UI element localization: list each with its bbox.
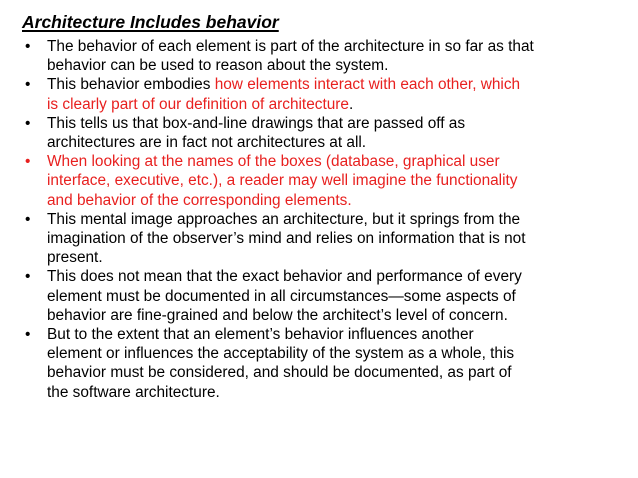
- bullet-2-suffix: .: [348, 95, 354, 113]
- bullet-7-line-2: element or influences the acceptability of the system as a whole, this: [47, 345, 515, 363]
- bullet-1-line-2: behavior can be used to reason about the system.: [47, 57, 389, 75]
- bullet-item-2: [22, 75, 632, 113]
- bullet-2-line-2: [47, 95, 632, 114]
- bullet-5-line-2: imagination of the observer’s mind and relies on information that is not: [47, 230, 526, 248]
- bullet-5-line-1: This mental image approaches an architecture, but it springs from the: [47, 210, 521, 228]
- bullet-6-line-3: behavior are fine-grained and below the architect’s level of concern.: [47, 306, 508, 324]
- slide-title: Architecture Includes behavior: [22, 12, 279, 32]
- bullet-3-line-1: This tells us that box-and-line drawings that are passed off as: [47, 114, 466, 132]
- bullet-4-line-3: and behavior of the corresponding elements.: [47, 191, 352, 209]
- bullet-2-line-1: [47, 75, 632, 94]
- bullet-dot: •: [25, 326, 31, 344]
- bullet-6-line-2: element must be documented in all circumstances—some aspects of: [47, 287, 516, 305]
- bullet-dot: •: [25, 76, 31, 94]
- bullet-item-1: [22, 37, 632, 75]
- bullet-item-7: [22, 325, 632, 402]
- bullet-dot: •: [25, 268, 31, 286]
- bullet-item-3: [22, 114, 632, 152]
- bullet-item-5: [22, 210, 632, 268]
- bullet-item-4: [22, 152, 632, 210]
- bullet-dot: •: [25, 38, 31, 55]
- bullet-7-line-3: behavior must be considered, and should be documented, as part of: [47, 364, 512, 382]
- bullet-list: [22, 37, 632, 402]
- bullet-3-line-2: architectures are in fact not architectures at all.: [47, 134, 367, 152]
- bullet-7-line-1: But to the extent that an element’s behavior influences another: [47, 326, 474, 344]
- bullet-7-line-4: the software architecture.: [47, 383, 220, 401]
- bullet-5-line-3: present.: [47, 249, 103, 267]
- bullet-dot: •: [25, 114, 31, 132]
- bullet-dot: •: [25, 210, 31, 228]
- bullet-1-line-1: The behavior of each element is part of the architecture in so far as that: [47, 38, 534, 55]
- bullet-2-highlight-2: is clearly part of our definition of architecture: [47, 95, 349, 113]
- bullet-item-6: [22, 267, 632, 325]
- bullet-dot: •: [25, 153, 31, 171]
- bullet-4-line-1: When looking at the names of the boxes (database, graphical user: [47, 153, 500, 171]
- bullet-2-prefix: This behavior embodies: [47, 76, 215, 94]
- bullet-6-line-1: This does not mean that the exact behavior and performance of every: [47, 268, 522, 286]
- bullet-2-highlight-1: how elements interact with each other, which: [214, 76, 521, 94]
- bullet-4-line-2: interface, executive, etc.), a reader may well imagine the functionality: [47, 172, 518, 190]
